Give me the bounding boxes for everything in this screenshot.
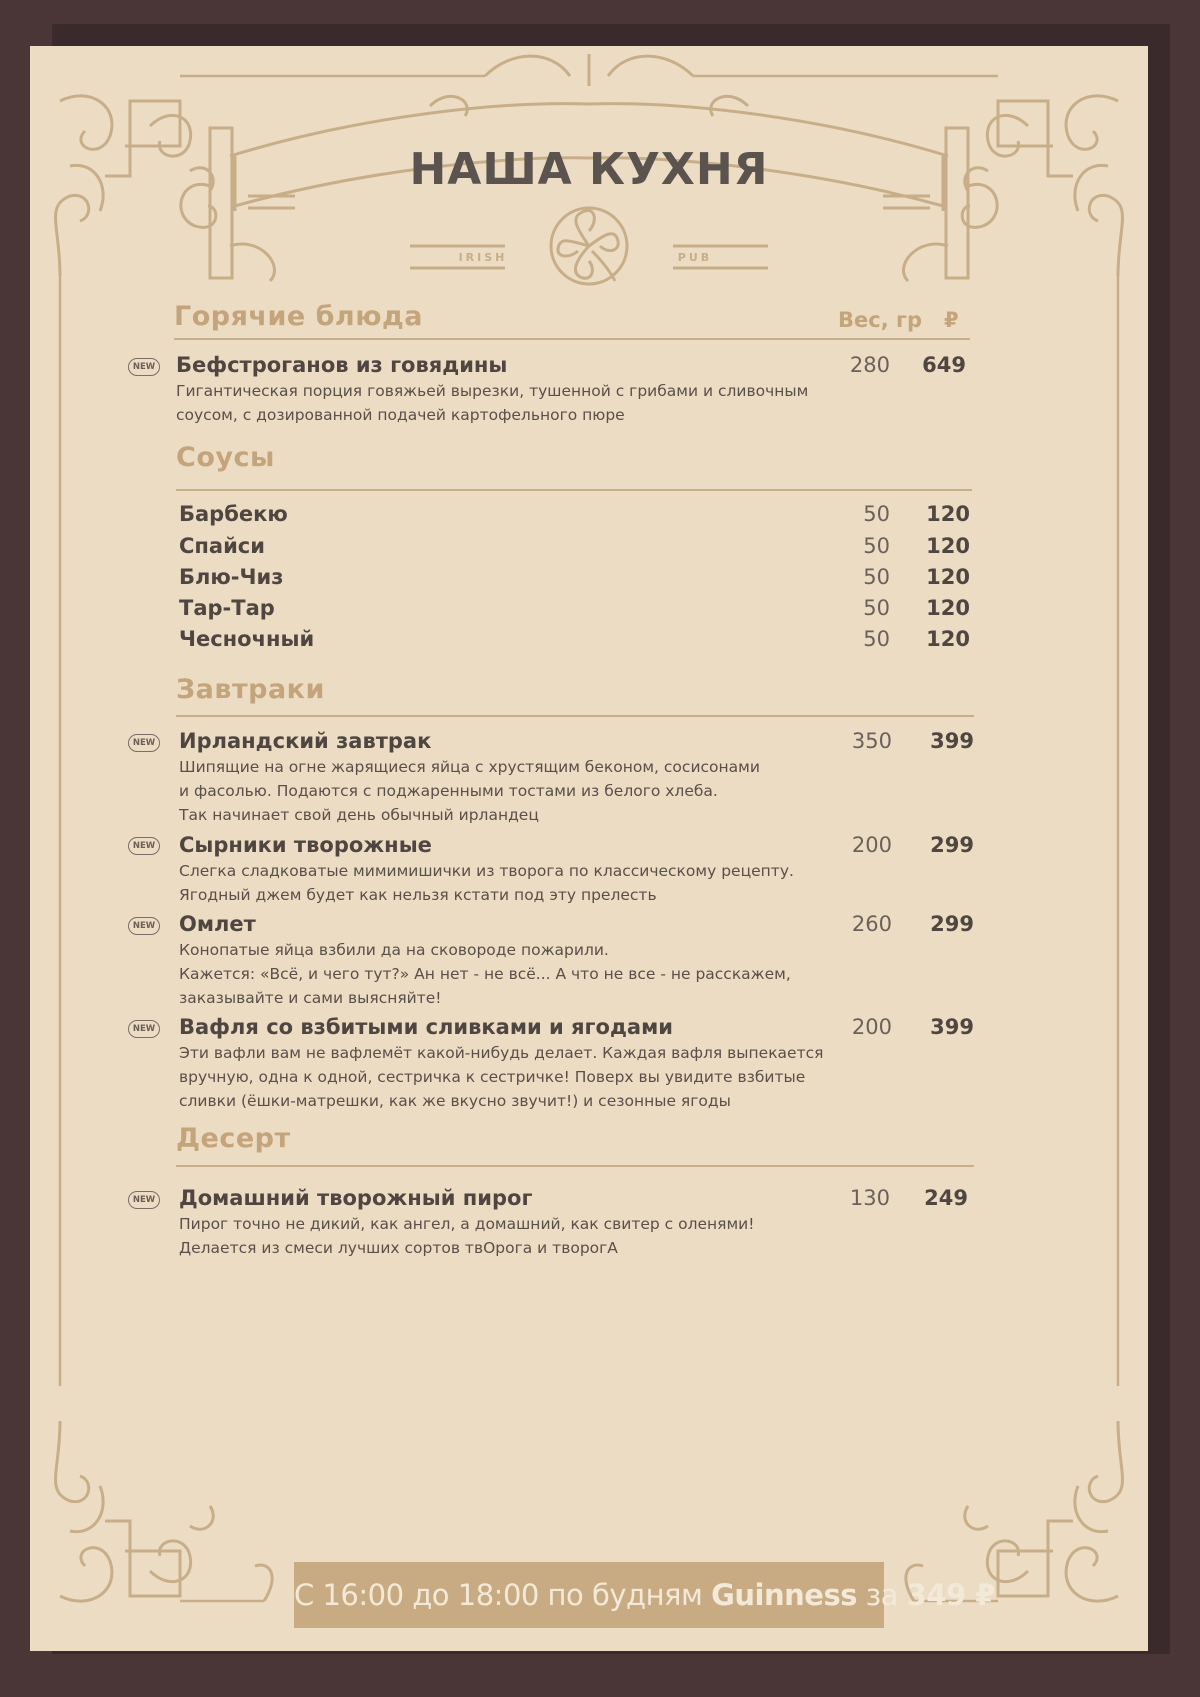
corner-top-right-ornament	[965, 96, 1123, 276]
sauce-weight: 50	[863, 596, 890, 620]
promo-middle: за	[865, 1578, 898, 1612]
sauce-weight: 50	[863, 627, 890, 651]
pub-label: PUB	[677, 251, 713, 264]
dish-name: Бефстроганов из говядины	[176, 353, 508, 377]
section-title-breakfast: Завтраки	[176, 674, 325, 705]
dish-description-line: Слегка сладковатые мимимишички из творога по классическому рецепту.	[179, 862, 794, 880]
sauce-weight: 50	[863, 565, 890, 589]
sauce-name: Тар-Тар	[179, 596, 275, 620]
new-badge: NEW	[128, 1191, 160, 1209]
new-badge: NEW	[128, 358, 160, 376]
dish-price: 299	[930, 912, 974, 936]
sauce-weight: 50	[863, 502, 890, 526]
sauce-weight: 50	[863, 534, 890, 558]
new-badge: NEW	[128, 1020, 160, 1038]
dish-weight: 130	[849, 1186, 890, 1210]
dish-description-line: Так начинает свой день обычный ирландец	[179, 806, 539, 824]
promo-brand: Guinness	[711, 1578, 857, 1612]
new-badge: NEW	[128, 837, 160, 855]
dish-description-line: Эти вафли вам не вафлемёт какой-нибудь делает. Каждая вафля выпекается	[179, 1044, 824, 1062]
corner-bottom-left-ornament	[56, 1421, 214, 1601]
promo-text	[294, 1562, 995, 1628]
new-badge: NEW	[128, 734, 160, 752]
promo-price: 349 ₽	[906, 1578, 995, 1612]
corner-top-left-ornament	[56, 96, 214, 276]
section-title-dessert: Десерт	[176, 1123, 291, 1154]
dish-description-line: Гигантическая порция говяжьей вырезки, тушенной с грибами и сливочным	[176, 382, 809, 400]
dish-weight: 260	[851, 912, 892, 936]
dish-name: Сырники творожные	[179, 833, 432, 857]
dish-description-line: сливки (ёшки-матрешки, как же вкусно звучит!) и сезонные ягоды	[179, 1092, 731, 1110]
sauce-name: Блю-Чиз	[179, 565, 284, 589]
dish-description-line: Ягодный джем будет как нельзя кстати под эту прелесть	[179, 886, 657, 904]
sauce-name: Спайси	[179, 534, 265, 558]
dish-price: 399	[930, 1015, 974, 1039]
sauce-price: 120	[926, 565, 970, 589]
irish-label: IRISH	[458, 251, 508, 264]
section-rule	[176, 1165, 974, 1167]
menu-page	[30, 46, 1148, 1651]
dish-weight: 280	[849, 353, 890, 377]
dish-description-line: вручную, одна к одной, сестричка к сестричке! Поверх вы увидите взбитые	[179, 1068, 806, 1086]
dish-price: 299	[930, 833, 974, 857]
dish-description-line: и фасолью. Подаются с поджаренными тостами из белого хлеба.	[179, 782, 718, 800]
dish-name: Омлет	[179, 912, 256, 936]
dish-description-line: Делается из смеси лучших сортов твОрога и творогА	[179, 1239, 618, 1257]
sauce-price: 120	[926, 627, 970, 651]
section-title-sauces: Соусы	[176, 442, 275, 473]
corner-bottom-right-ornament	[965, 1421, 1123, 1601]
section-rule	[174, 338, 970, 340]
dish-price: 649	[922, 353, 966, 377]
header-banner-ornament	[181, 54, 997, 1601]
dish-description-line: заказывайте и сами выясняйте!	[179, 989, 442, 1007]
section-title-hot: Горячие блюда	[174, 301, 423, 332]
column-head-price: ₽	[944, 308, 959, 332]
sauce-price: 120	[926, 502, 970, 526]
promo-prefix: С 16:00 до 18:00 по будням	[294, 1578, 703, 1612]
dish-description-line: Кажется: «Всё, и чего тут?» Ан нет - не всё... А что не все - не расскажем,	[179, 965, 791, 983]
sauce-price: 120	[926, 596, 970, 620]
dish-description-line: Пирог точно не дикий, как ангел, а домашний, как свитер с оленями!	[179, 1215, 755, 1233]
dish-name: Вафля со взбитыми сливками и ягодами	[179, 1015, 673, 1039]
sauce-name: Барбекю	[179, 502, 288, 526]
section-rule	[176, 715, 974, 717]
dish-description-line: Шипящие на огне жарящиеся яйца с хрустящим беконом, сосисонами	[179, 758, 760, 776]
dish-name: Ирландский завтрак	[179, 729, 432, 753]
sauce-name: Чесночный	[179, 627, 315, 651]
dish-description-line: Конопатые яйца взбили да на сковороде пожарили.	[179, 941, 609, 959]
dish-name: Домашний творожный пирог	[179, 1186, 533, 1210]
promo-banner	[294, 1562, 995, 1628]
dish-price: 399	[930, 729, 974, 753]
section-rule	[176, 489, 972, 491]
dish-description-line: соусом, с дозированной подачей картофельного пюре	[176, 406, 625, 424]
dish-price: 249	[924, 1186, 968, 1210]
dish-weight: 200	[851, 833, 892, 857]
dish-weight: 350	[851, 729, 892, 753]
sauce-price: 120	[926, 534, 970, 558]
column-head-weight: Вес, гр	[838, 308, 922, 332]
page-title: НАША КУХНЯ	[409, 144, 769, 195]
dish-weight: 200	[851, 1015, 892, 1039]
new-badge: NEW	[128, 917, 160, 935]
